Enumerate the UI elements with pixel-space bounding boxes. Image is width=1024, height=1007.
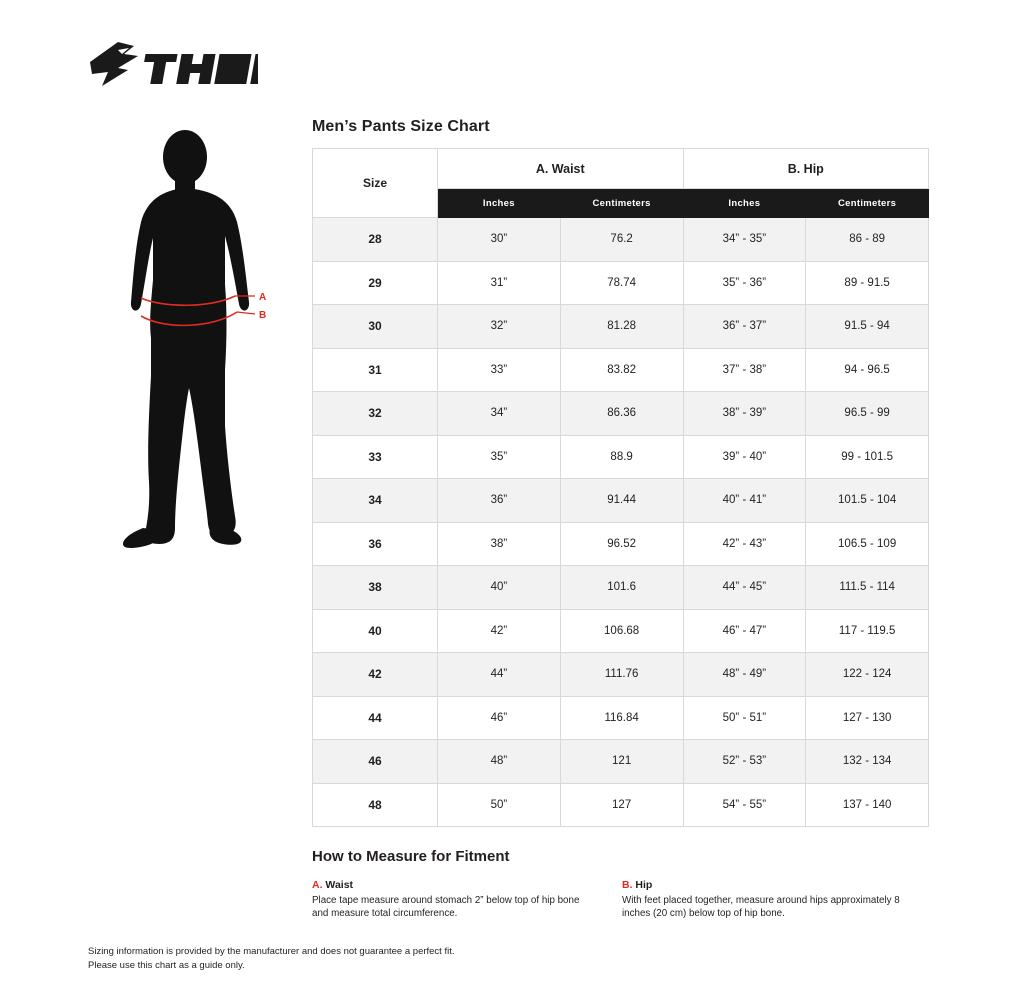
marker-label-b: B [259,310,267,321]
cell-hip-inches: 42” - 43” [683,522,806,566]
cell-hip-inches: 37” - 38” [683,348,806,392]
size-chart-table-wrap [312,148,929,827]
cell-waist-inches: 30” [438,218,561,262]
table-row [313,566,929,610]
table-row [313,783,929,827]
cell-waist-inches: 44” [438,653,561,697]
table-row [313,348,929,392]
cell-waist-inches: 31” [438,261,561,305]
brand-logo [88,40,258,92]
header-waist-inches: Inches [438,189,561,218]
cell-hip-inches: 50” - 51” [683,696,806,740]
size-chart-table [312,148,929,827]
hip-letter: B. [622,879,633,891]
waist-word: Waist [325,879,354,891]
disclaimer-line-1: Sizing information is provided by the manufacturer and does not guarantee a perfect fit. [88,946,455,957]
cell-waist-cm: 101.6 [560,566,683,610]
cell-size: 31 [313,348,438,392]
how-to-measure-title: How to Measure for Fitment [312,848,510,865]
table-row [313,392,929,436]
header-size: Size [313,149,438,218]
cell-waist-cm: 116.84 [560,696,683,740]
cell-hip-cm: 94 - 96.5 [806,348,929,392]
cell-size: 40 [313,609,438,653]
how-to-measure-hip [622,879,922,920]
marker-label-a: A [259,292,267,303]
cell-hip-inches: 40” - 41” [683,479,806,523]
cell-hip-cm: 117 - 119.5 [806,609,929,653]
cell-hip-inches: 46” - 47” [683,609,806,653]
cell-size: 29 [313,261,438,305]
cell-hip-inches: 54” - 55” [683,783,806,827]
cell-waist-cm: 76.2 [560,218,683,262]
header-hip-inches: Inches [683,189,806,218]
cell-size: 32 [313,392,438,436]
cell-waist-inches: 42” [438,609,561,653]
table-row [313,435,929,479]
cell-size: 46 [313,740,438,784]
cell-hip-cm: 137 - 140 [806,783,929,827]
cell-hip-cm: 111.5 - 114 [806,566,929,610]
header-group-waist: A. Waist [438,149,684,189]
how-to-measure-hip-text: With feet placed together, measure around hips approximately 8 inches (20 cm) below top of hip bone. [622,895,900,920]
cell-size: 34 [313,479,438,523]
hip-word: Hip [635,879,653,891]
cell-waist-cm: 81.28 [560,305,683,349]
cell-size: 36 [313,522,438,566]
table-row [313,653,929,697]
cell-hip-cm: 89 - 91.5 [806,261,929,305]
cell-waist-cm: 111.76 [560,653,683,697]
cell-waist-cm: 127 [560,783,683,827]
cell-hip-cm: 127 - 130 [806,696,929,740]
cell-hip-cm: 86 - 89 [806,218,929,262]
header-group-hip: B. Hip [683,149,929,189]
cell-hip-inches: 35” - 36” [683,261,806,305]
figure-head [163,130,207,184]
cell-waist-cm: 78.74 [560,261,683,305]
cell-waist-inches: 36” [438,479,561,523]
cell-hip-inches: 52” - 53” [683,740,806,784]
cell-waist-inches: 50” [438,783,561,827]
header-waist-centimeters: Centimeters [560,189,683,218]
cell-size: 48 [313,783,438,827]
how-to-measure-hip-label [622,879,922,891]
cell-hip-inches: 39” - 40” [683,435,806,479]
cell-size: 33 [313,435,438,479]
body-measurement-figure [115,130,290,570]
cell-hip-inches: 44” - 45” [683,566,806,610]
cell-waist-inches: 33” [438,348,561,392]
cell-hip-inches: 38” - 39” [683,392,806,436]
table-head [313,149,929,218]
cell-waist-inches: 40” [438,566,561,610]
cell-size: 38 [313,566,438,610]
cell-waist-cm: 88.9 [560,435,683,479]
how-to-measure-waist-label [312,879,622,891]
table-row [313,609,929,653]
cell-waist-cm: 86.36 [560,392,683,436]
disclaimer-line-2: Please use this chart as a guide only. [88,959,245,971]
cell-hip-inches: 34” - 35” [683,218,806,262]
cell-waist-cm: 106.68 [560,609,683,653]
table-row [313,261,929,305]
table-row [313,696,929,740]
how-to-measure-section [312,848,932,920]
table-row [313,522,929,566]
page-title: Men’s Pants Size Chart [312,118,490,135]
how-to-measure-waist [312,879,622,920]
cell-size: 42 [313,653,438,697]
cell-waist-cm: 91.44 [560,479,683,523]
cell-hip-inches: 48” - 49” [683,653,806,697]
waist-letter: A. [312,879,323,891]
cell-waist-inches: 38” [438,522,561,566]
cell-size: 28 [313,218,438,262]
cell-waist-inches: 46” [438,696,561,740]
cell-waist-cm: 96.52 [560,522,683,566]
cell-hip-cm: 132 - 134 [806,740,929,784]
cell-size: 30 [313,305,438,349]
table-body [313,218,929,827]
cell-waist-cm: 121 [560,740,683,784]
header-hip-centimeters: Centimeters [806,189,929,218]
cell-hip-cm: 99 - 101.5 [806,435,929,479]
cell-waist-inches: 34” [438,392,561,436]
cell-size: 44 [313,696,438,740]
disclaimer [88,945,455,973]
cell-hip-inches: 36” - 37” [683,305,806,349]
cell-waist-inches: 35” [438,435,561,479]
cell-hip-cm: 106.5 - 109 [806,522,929,566]
figure-body [131,188,249,544]
cell-waist-inches: 32” [438,305,561,349]
table-row [313,479,929,523]
table-row [313,740,929,784]
cell-waist-cm: 83.82 [560,348,683,392]
cell-hip-cm: 96.5 - 99 [806,392,929,436]
table-row [313,305,929,349]
cell-hip-cm: 101.5 - 104 [806,479,929,523]
how-to-measure-waist-text: Place tape measure around stomach 2” below top of hip bone and measure total circumference. [312,895,580,920]
cell-hip-cm: 91.5 - 94 [806,305,929,349]
table-row [313,218,929,262]
cell-hip-cm: 122 - 124 [806,653,929,697]
thor-helmet-logo [88,40,258,92]
cell-waist-inches: 48” [438,740,561,784]
